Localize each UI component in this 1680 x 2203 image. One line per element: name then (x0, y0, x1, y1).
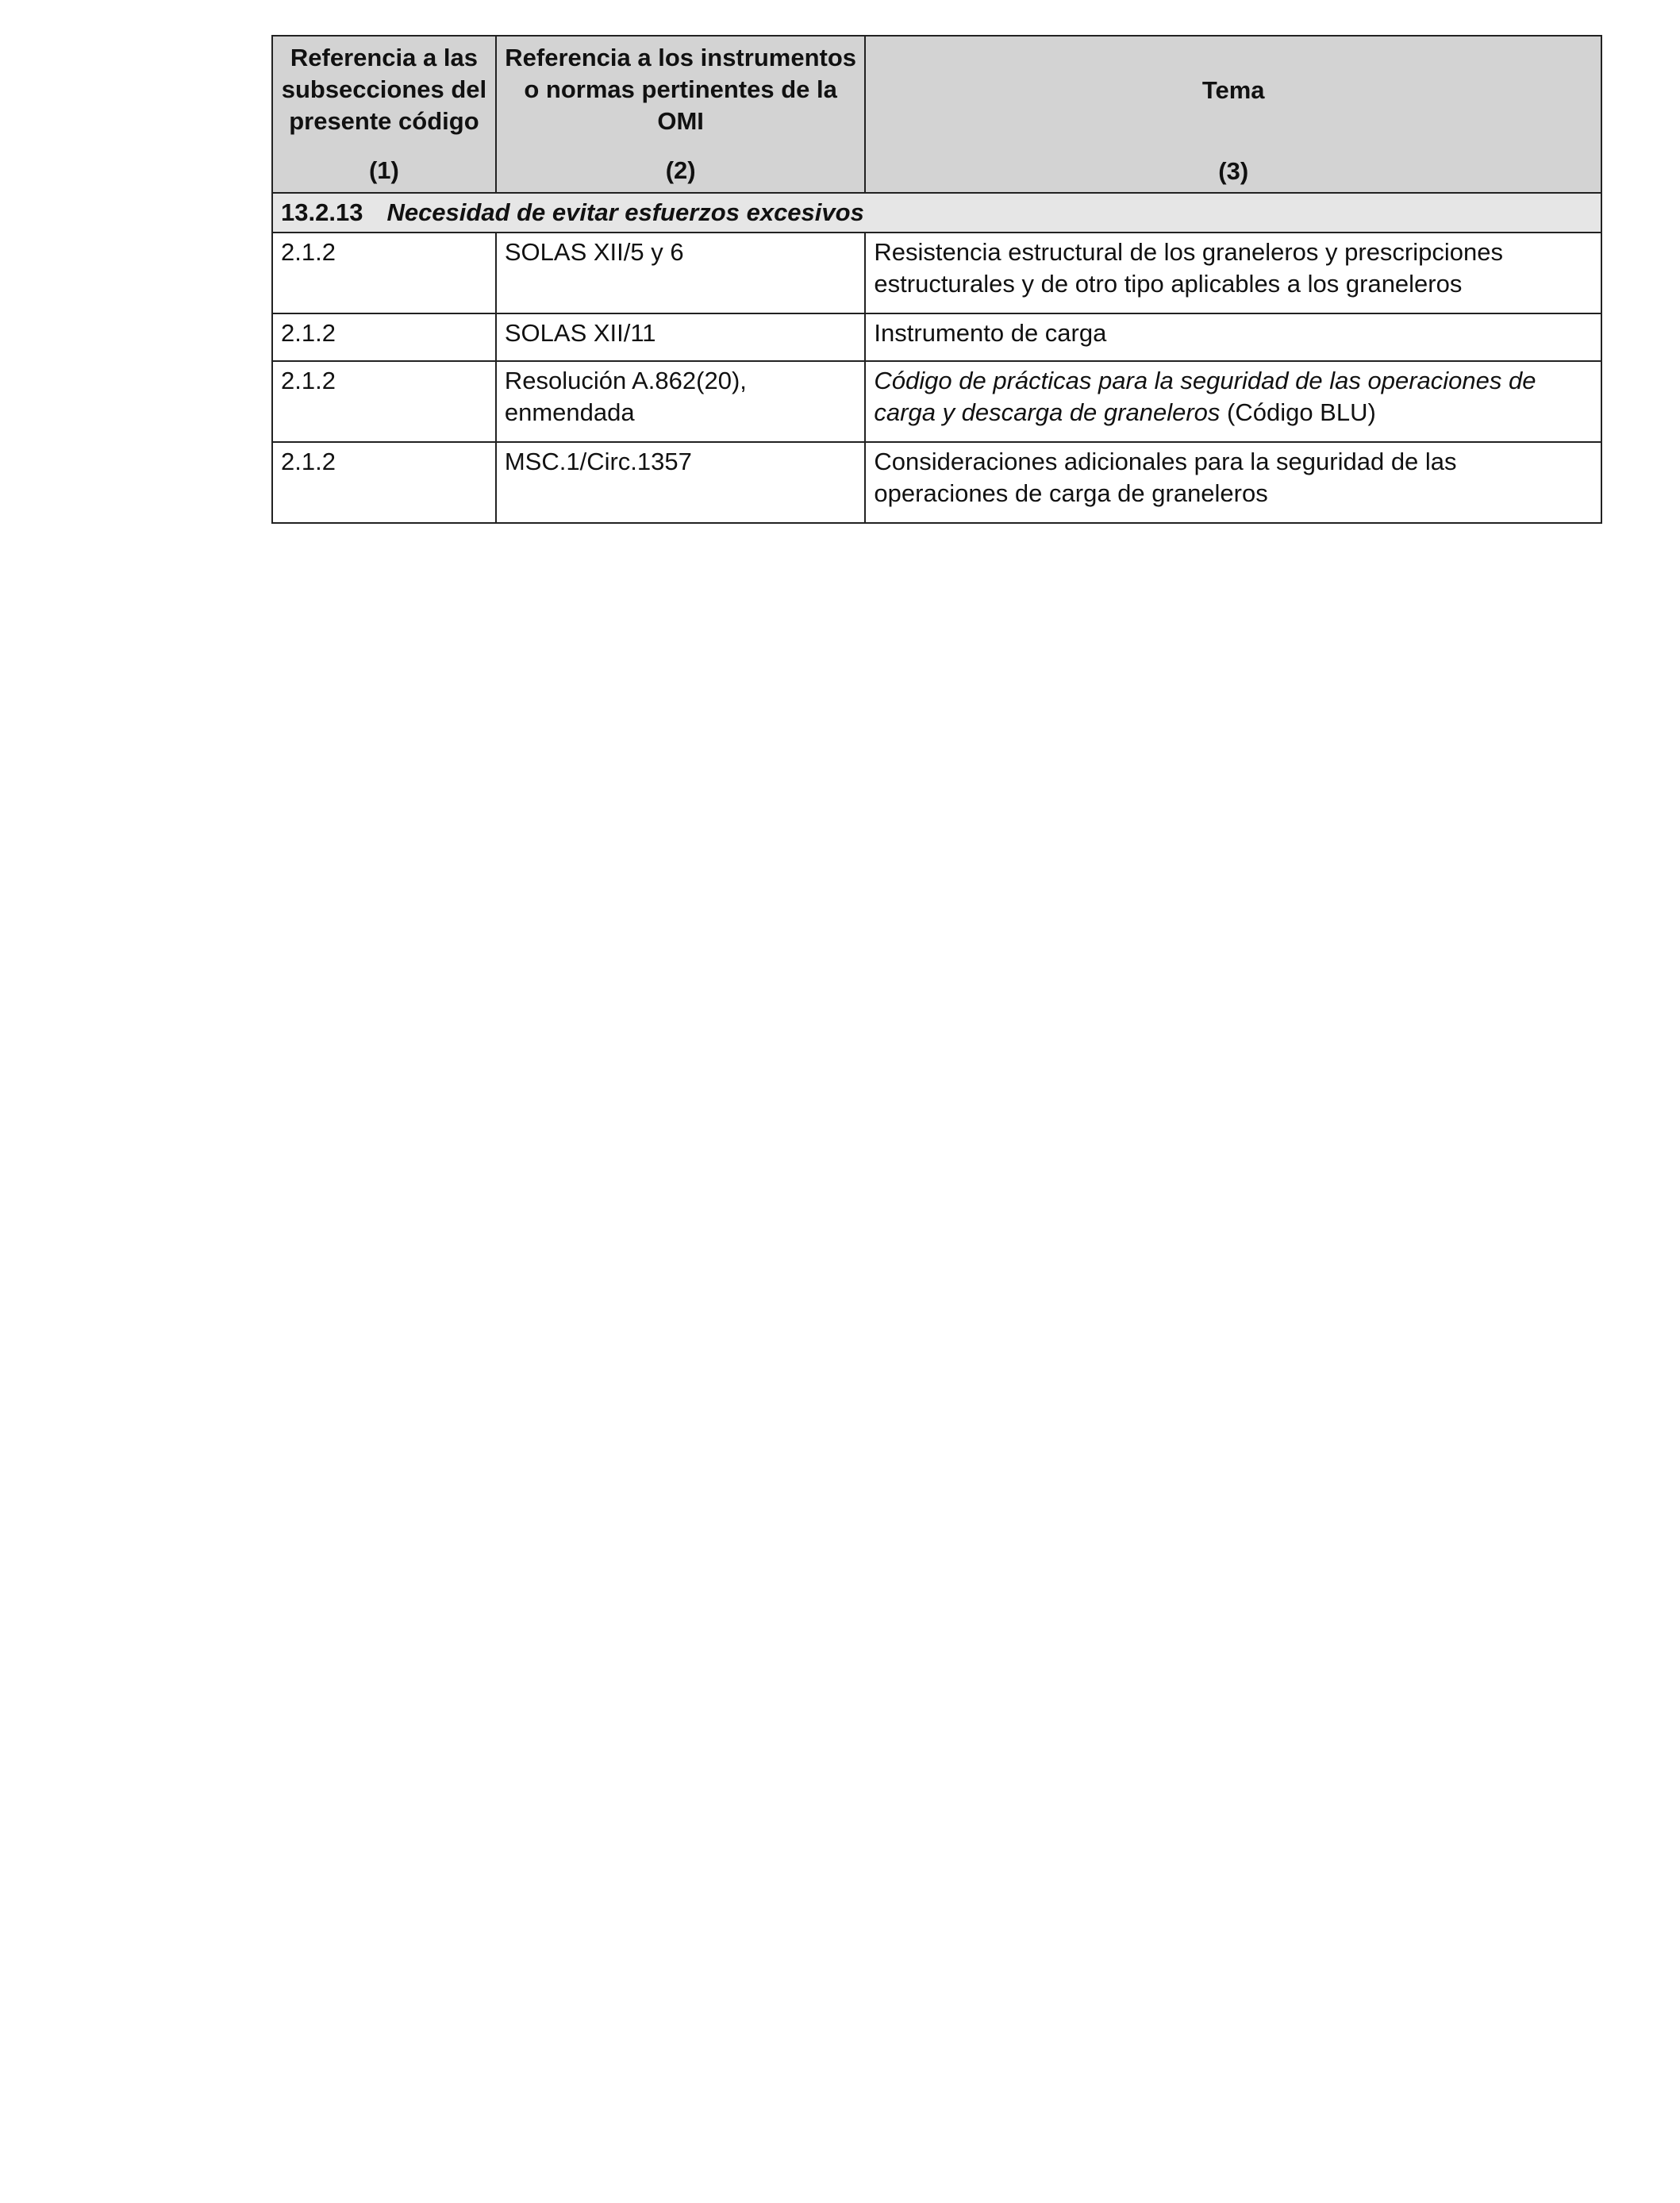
header-col1-title: Referencia a las subsecciones del presente código (281, 44, 487, 135)
cell-ref: 2.1.2 (272, 361, 496, 442)
section-title: Necesidad de evitar esfuerzos excesivos (386, 198, 864, 226)
section-cell (272, 193, 1601, 233)
table-row (272, 361, 1601, 442)
cell-topic: Consideraciones adicionales para la seguridad de las operaciones de carga de graneleros (865, 442, 1601, 523)
section-row (272, 193, 1601, 233)
cell-ref: 2.1.2 (272, 442, 496, 523)
header-col1 (272, 36, 496, 193)
cell-ref: 2.1.2 (272, 233, 496, 313)
cell-topic (865, 361, 1601, 442)
reference-table (271, 35, 1602, 524)
cell-instrument: Resolución A.862(20), enmendada (496, 361, 866, 442)
topic-italic-title: Código de prácticas para la seguridad de las operaciones de carga y descarga de graneleros (874, 367, 1536, 426)
header-col2-num: (2) (665, 156, 696, 184)
header-col3 (865, 36, 1601, 193)
table-row (272, 442, 1601, 523)
cell-instrument: MSC.1/Circ.1357 (496, 442, 866, 523)
cell-ref: 2.1.2 (272, 313, 496, 361)
cell-topic: Resistencia estructural de los graneleros y prescripciones estructurales y de otro tipo aplicables a los graneleros (865, 233, 1601, 313)
cell-instrument: SOLAS XII/11 (496, 313, 866, 361)
header-col3-num: (3) (1218, 157, 1249, 185)
header-col3-title: Tema (1201, 76, 1265, 104)
section-number: 13.2.13 (281, 198, 363, 226)
table-row (272, 313, 1601, 361)
cell-instrument: SOLAS XII/5 y 6 (496, 233, 866, 313)
header-col2 (496, 36, 866, 193)
header-row (272, 36, 1601, 193)
table-row (272, 233, 1601, 313)
topic-suffix: (Código BLU) (1220, 398, 1376, 426)
cell-topic: Instrumento de carga (865, 313, 1601, 361)
header-col2-title: Referencia a los instrumentos o normas pertinentes de la OMI (505, 44, 856, 135)
header-col1-num: (1) (368, 156, 399, 184)
